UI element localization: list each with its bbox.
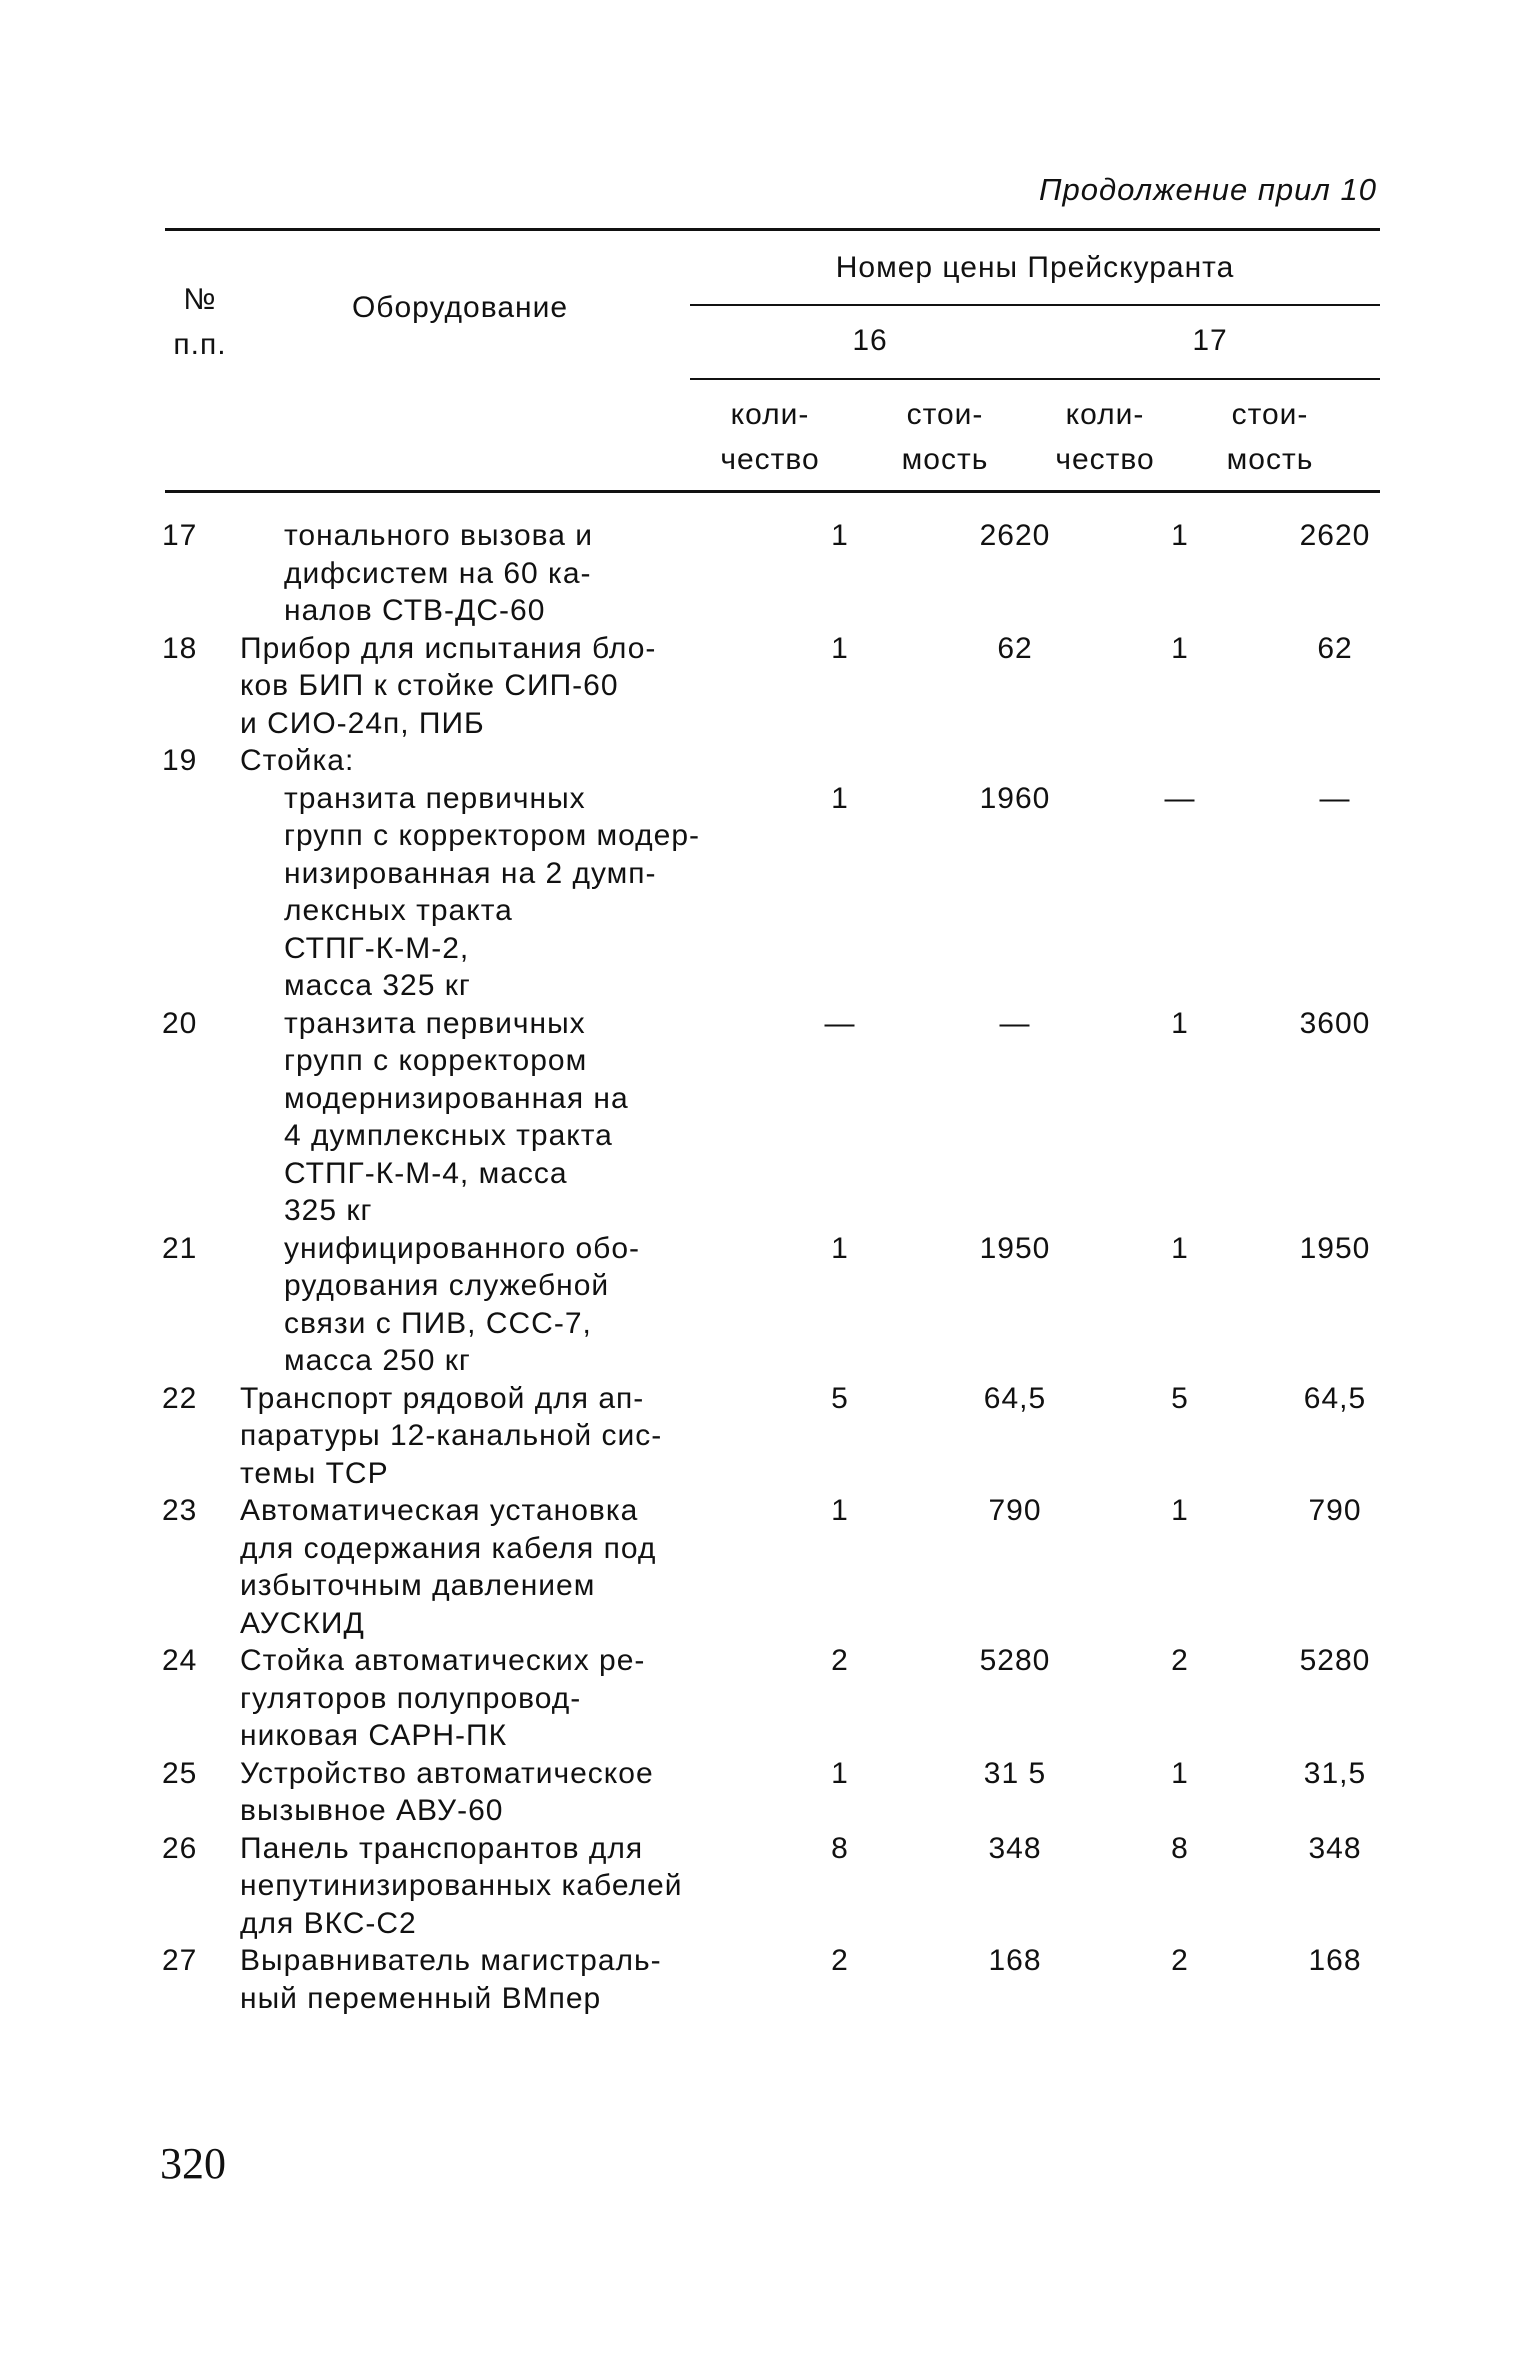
cell-qty-17: 1 xyxy=(1171,519,1189,552)
cell-qty-16: 1 xyxy=(831,1231,849,1265)
row-description xyxy=(240,1005,780,1230)
header-price-16: 16 xyxy=(852,324,888,357)
description-line: Панель транспорантов для xyxy=(240,1831,644,1865)
cell-cost-16: 168 xyxy=(988,1944,1042,1977)
cell-cost-17: 3600 xyxy=(1299,1006,1371,1040)
cell-qty-16: 1 xyxy=(831,631,849,665)
row-number: 22 xyxy=(162,1381,198,1415)
header-qty-17-l2: чество xyxy=(1055,443,1155,476)
description-line: АУСКИД xyxy=(240,1606,365,1640)
header-qty-17-l1: коли- xyxy=(1065,398,1145,431)
description-line: никовая САРН-ПК xyxy=(240,1719,508,1752)
row-description xyxy=(240,630,780,743)
header-cost-16-l2: мость xyxy=(901,443,989,476)
header-cost-17 xyxy=(1200,392,1340,482)
row-description xyxy=(240,742,780,780)
header-no-line1: № xyxy=(183,283,217,316)
cell-cost-16: 790 xyxy=(988,1494,1042,1527)
description-line: ный переменный ВМпер xyxy=(240,1981,602,2015)
subgroup-rule xyxy=(690,378,1380,380)
cell-cost-16: 62 xyxy=(997,631,1033,665)
description-line: 4 думплексных тракта xyxy=(284,1119,613,1152)
description-line: СТПГ-К-М-4, масса xyxy=(284,1156,568,1190)
header-qty-16-l1: коли- xyxy=(730,398,810,431)
description-line: темы ТСР xyxy=(240,1456,389,1490)
page-number: 320 xyxy=(160,2139,226,2188)
header-no xyxy=(160,277,240,367)
description-line: транзита первичных xyxy=(284,1006,586,1040)
table-row xyxy=(150,1942,1390,2017)
header-price-group: Номер цены Прейскуранта xyxy=(835,251,1235,284)
table-top-rule xyxy=(165,228,1380,231)
cell-qty-16: 1 xyxy=(831,1494,849,1527)
header-qty-16-l2: чество xyxy=(720,443,820,476)
description-line: паратуры 12-канальной сис- xyxy=(240,1419,663,1452)
description-line: для ВКС-С2 xyxy=(240,1906,417,1940)
cell-qty-16: 5 xyxy=(831,1381,849,1415)
cell-cost-16: — xyxy=(999,1006,1031,1040)
table-body xyxy=(150,517,1390,2017)
row-description xyxy=(240,780,780,1005)
table-row xyxy=(150,1380,1390,1493)
row-number: 27 xyxy=(162,1944,198,1977)
description-line: Автоматическая установка xyxy=(240,1494,639,1527)
description-line: низированная на 2 думп- xyxy=(284,856,657,890)
cell-cost-17: 1950 xyxy=(1299,1231,1371,1265)
cell-cost-16: 1950 xyxy=(979,1231,1051,1265)
description-line: групп с корректором модер- xyxy=(284,819,701,852)
description-line: рудования служебной xyxy=(284,1269,610,1302)
table-row xyxy=(150,1005,1390,1230)
header-no-line2: п.п. xyxy=(173,328,227,361)
cell-cost-16: 1960 xyxy=(979,781,1051,815)
row-description xyxy=(240,1942,780,2017)
cell-cost-16: 31 5 xyxy=(983,1756,1047,1790)
cell-cost-17: — xyxy=(1319,781,1351,815)
table-row xyxy=(150,517,1390,630)
description-line: масса 325 кг xyxy=(284,969,471,1002)
row-number: 25 xyxy=(162,1756,198,1790)
cell-qty-17: 1 xyxy=(1171,1006,1189,1040)
description-line: унифицированного обо- xyxy=(284,1231,641,1265)
header-qty-16 xyxy=(700,392,840,482)
cell-cost-17: 31,5 xyxy=(1303,1756,1367,1790)
description-line: транзита первичных xyxy=(284,781,586,815)
row-description xyxy=(240,1492,780,1642)
table-row xyxy=(150,742,1390,780)
running-head: Продолжение прил 10 xyxy=(1039,172,1377,207)
cell-qty-17: 1 xyxy=(1171,1231,1189,1265)
description-line: модернизированная на xyxy=(284,1081,629,1115)
row-number: 23 xyxy=(162,1494,198,1527)
cell-qty-17: 1 xyxy=(1171,1494,1189,1527)
cell-qty-16: 2 xyxy=(831,1644,849,1677)
description-line: налов СТВ-ДС-60 xyxy=(284,594,546,627)
cell-cost-17: 168 xyxy=(1308,1944,1362,1977)
cell-qty-17: 8 xyxy=(1171,1831,1189,1865)
description-line: Транспорт рядовой для ап- xyxy=(240,1381,645,1415)
description-line: Устройство автоматическое xyxy=(240,1756,654,1790)
row-description xyxy=(240,1642,780,1755)
description-line: Выравниватель магистраль- xyxy=(240,1944,662,1977)
description-line: связи с ПИВ, ССС-7, xyxy=(284,1306,592,1340)
cell-cost-17: 2620 xyxy=(1299,519,1371,552)
cell-cost-17: 348 xyxy=(1308,1831,1362,1865)
cell-qty-16: 1 xyxy=(831,519,849,552)
row-number: 18 xyxy=(162,631,198,665)
description-line: групп с корректором xyxy=(284,1044,588,1077)
description-line: ков БИП к стойке СИП-60 xyxy=(240,669,619,702)
cell-qty-17: 1 xyxy=(1171,631,1189,665)
table-row xyxy=(150,1230,1390,1380)
cell-qty-17: 1 xyxy=(1171,1756,1189,1790)
row-description xyxy=(240,1755,780,1830)
description-line: тонального вызова и xyxy=(284,519,594,552)
cell-cost-17: 64,5 xyxy=(1303,1381,1367,1415)
description-line: Стойка: xyxy=(240,744,355,777)
cell-cost-16: 2620 xyxy=(979,519,1051,552)
row-number: 20 xyxy=(162,1006,198,1040)
description-line: и СИО-24п, ПИБ xyxy=(240,706,485,740)
cell-qty-17: 2 xyxy=(1171,1944,1189,1977)
description-line: Прибор для испытания бло- xyxy=(240,631,657,665)
table-row xyxy=(150,1492,1390,1642)
row-description xyxy=(240,1830,780,1943)
description-line: Стойка автоматических ре- xyxy=(240,1644,646,1677)
cell-qty-16: 2 xyxy=(831,1944,849,1977)
description-line: масса 250 кг xyxy=(284,1344,471,1377)
cell-cost-16: 348 xyxy=(988,1831,1042,1865)
header-cost-16 xyxy=(875,392,1015,482)
cell-cost-16: 5280 xyxy=(979,1644,1051,1677)
row-number: 19 xyxy=(162,744,198,777)
cell-qty-16: 8 xyxy=(831,1831,849,1865)
description-line: дифсистем на 60 ка- xyxy=(284,556,592,590)
row-number: 21 xyxy=(162,1231,198,1265)
description-line: СТПГ-К-М-2, xyxy=(284,931,470,965)
row-description xyxy=(240,1230,780,1380)
cell-qty-17: — xyxy=(1164,781,1196,815)
cell-cost-17: 790 xyxy=(1308,1494,1362,1527)
row-number: 17 xyxy=(162,519,198,552)
cell-cost-17: 62 xyxy=(1317,631,1353,665)
header-cost-17-l2: мость xyxy=(1226,443,1314,476)
description-line: непутинизированных кабелей xyxy=(240,1869,683,1902)
table-row xyxy=(150,1642,1390,1755)
cell-qty-17: 5 xyxy=(1171,1381,1189,1415)
cell-cost-16: 64,5 xyxy=(983,1381,1047,1415)
cell-qty-16: — xyxy=(824,1006,856,1040)
description-line: избыточным давлением xyxy=(240,1569,596,1602)
table-row xyxy=(150,780,1390,1005)
row-description xyxy=(240,517,780,630)
cell-qty-16: 1 xyxy=(831,1756,849,1790)
header-qty-17 xyxy=(1035,392,1175,482)
row-number: 26 xyxy=(162,1831,198,1865)
row-description xyxy=(240,1380,780,1493)
header-bottom-rule xyxy=(165,490,1380,493)
table-row xyxy=(150,630,1390,743)
cell-cost-17: 5280 xyxy=(1299,1644,1371,1677)
header-cost-17-l1: стои- xyxy=(1231,398,1309,431)
description-line: для содержания кабеля под xyxy=(240,1531,657,1565)
description-line: вызывное АВУ-60 xyxy=(240,1794,504,1827)
header-price-17: 17 xyxy=(1192,324,1228,357)
row-number: 24 xyxy=(162,1644,198,1677)
description-line: гуляторов полупровод- xyxy=(240,1681,582,1715)
cell-qty-16: 1 xyxy=(831,781,849,815)
description-line: лексных тракта xyxy=(284,894,513,927)
table-row xyxy=(150,1830,1390,1943)
cell-qty-17: 2 xyxy=(1171,1644,1189,1677)
description-line: 325 кг xyxy=(284,1194,373,1227)
table-row xyxy=(150,1755,1390,1830)
header-cost-16-l1: стои- xyxy=(906,398,984,431)
header-equipment: Оборудование xyxy=(351,291,569,324)
group-rule xyxy=(690,304,1380,306)
